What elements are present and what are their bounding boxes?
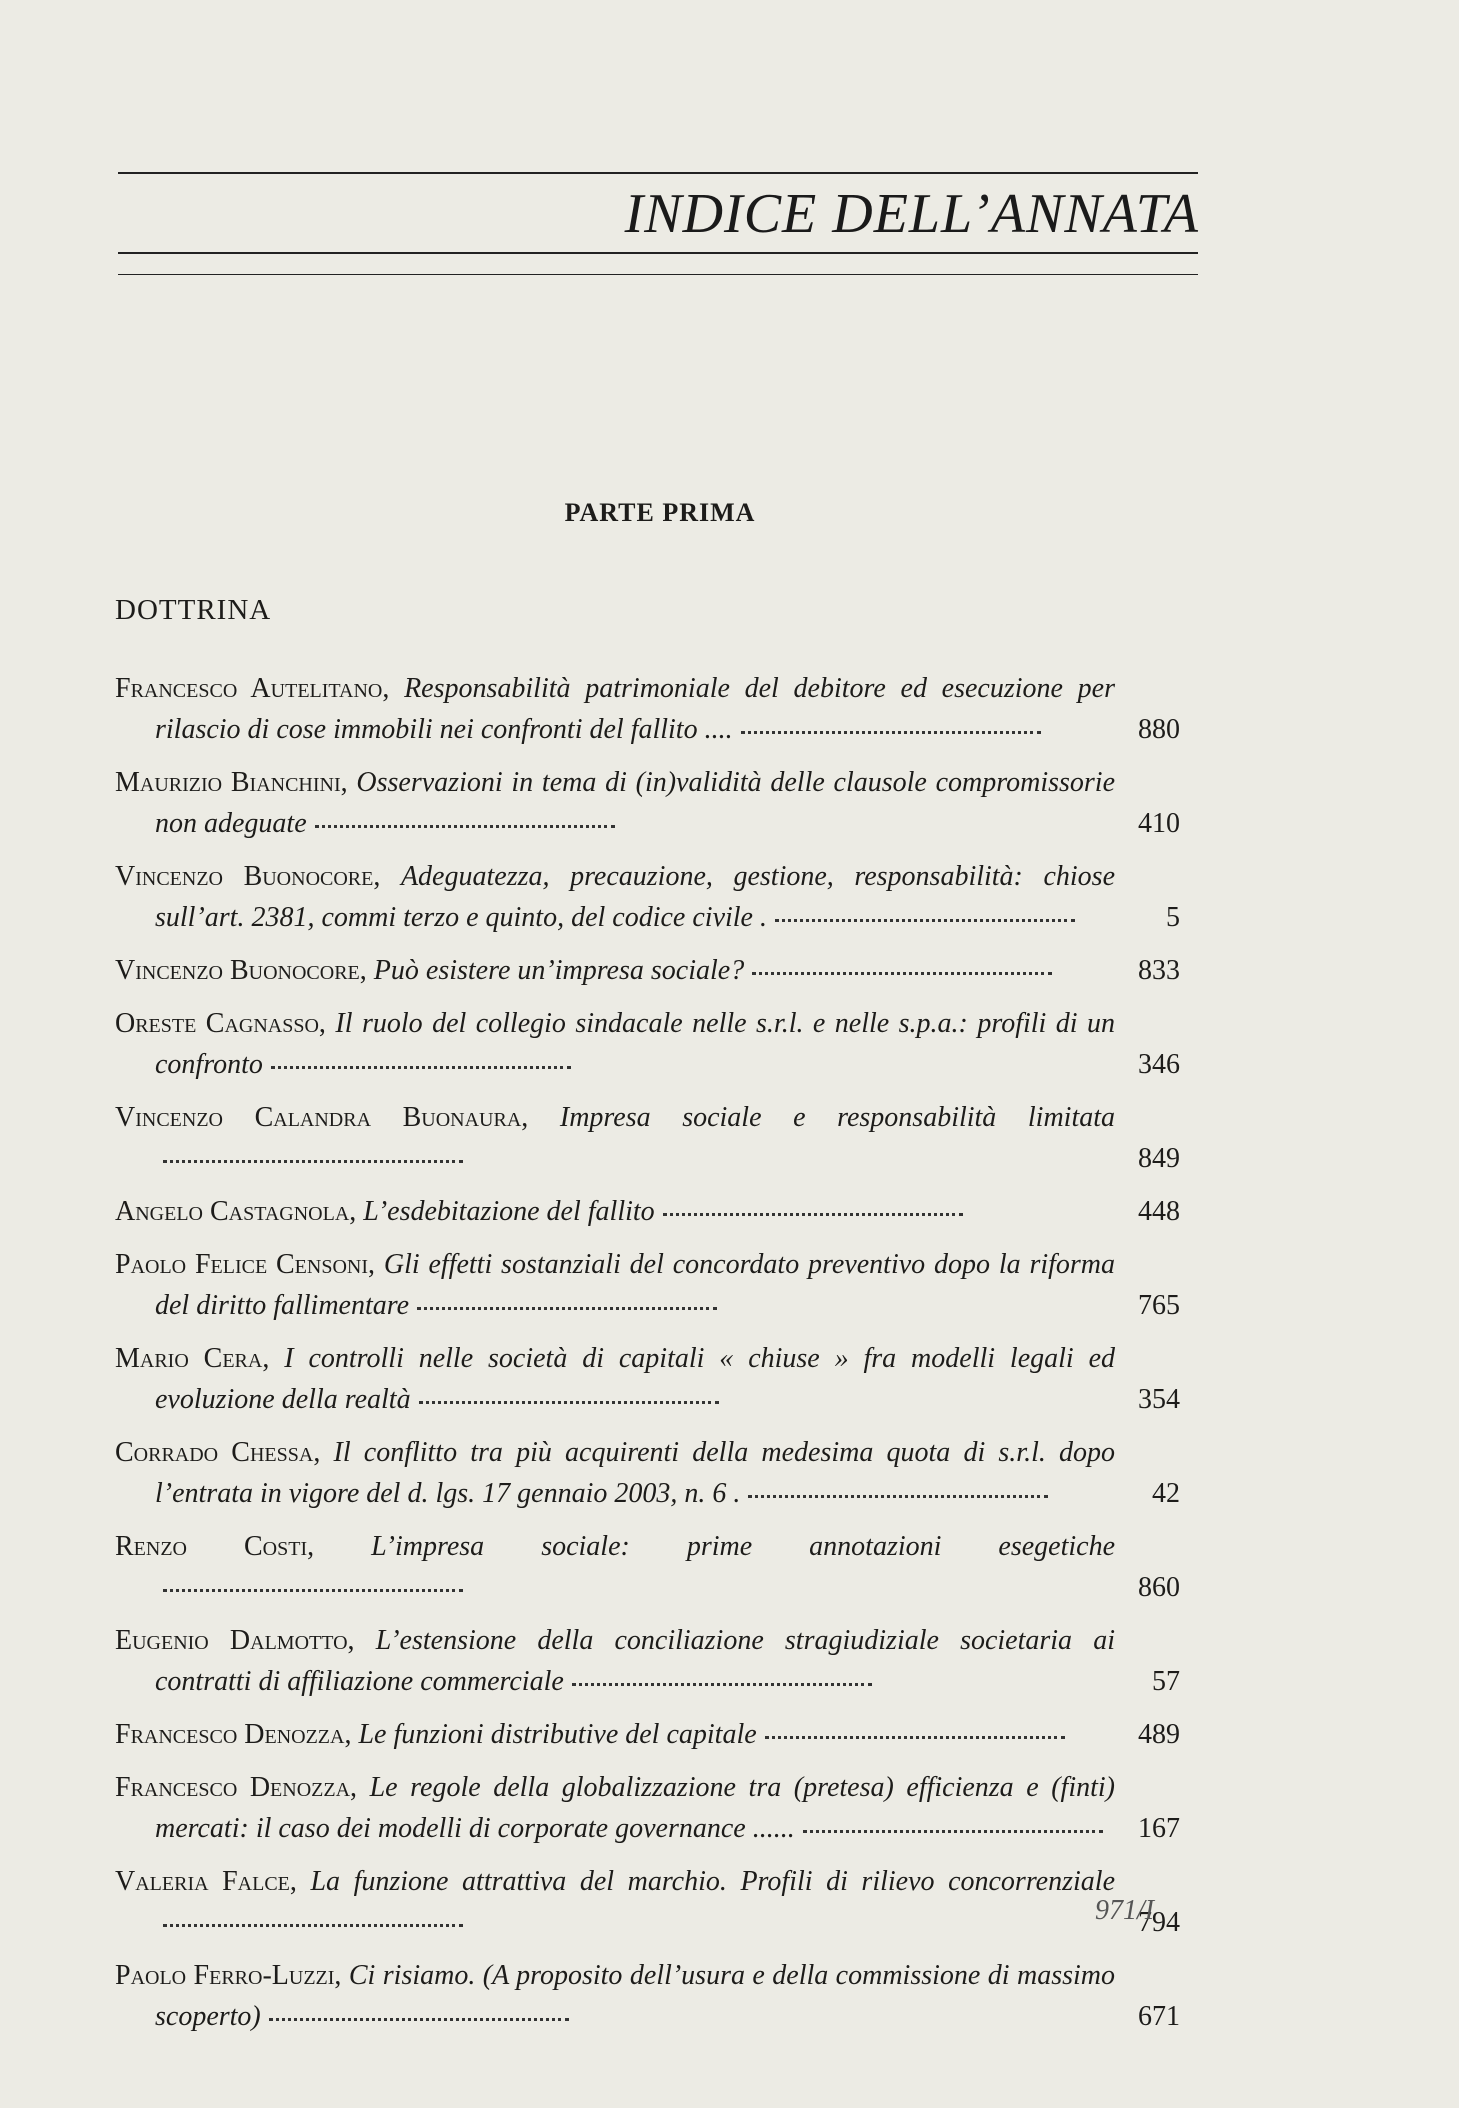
dot-leader	[163, 1924, 463, 1927]
entry-page-number: 5	[1166, 902, 1180, 933]
index-entry	[115, 762, 1180, 844]
entry-text	[115, 1620, 1115, 1702]
index-entry	[115, 668, 1180, 750]
index-entry	[115, 1097, 1180, 1179]
dot-leader	[752, 972, 1052, 975]
entry-title: L’impresa sociale: prime annotazioni esegetiche	[371, 1531, 1115, 1562]
part-heading: PARTE PRIMA	[564, 498, 756, 527]
entry-text	[115, 1244, 1115, 1326]
entry-text	[115, 1526, 1115, 1608]
index-entry	[115, 1714, 1180, 1755]
section-heading: DOTTRINA	[115, 594, 272, 626]
entry-text	[115, 1861, 1115, 1943]
entry-title: Può esistere un’impresa sociale?	[373, 955, 745, 986]
index-entry	[115, 1861, 1180, 1943]
entry-author: Paolo Ferro-Luzzi,	[115, 1960, 342, 1991]
entry-title: Gli effetti sostanziali del concordato preventivo dopo la riforma del diritto fallimentare	[155, 1249, 1116, 1321]
entry-page-number: 765	[1138, 1290, 1180, 1321]
entry-page-number: 167	[1138, 1813, 1180, 1844]
index-entry	[115, 1003, 1180, 1085]
entry-text	[115, 950, 1115, 991]
entry-page-number: 57	[1152, 1666, 1180, 1697]
entry-title: I controlli nelle società di capitali « chiuse » fra modelli legali ed evoluzione della realtà	[155, 1343, 1115, 1415]
index-entry	[115, 1432, 1180, 1514]
entry-author: Vincenzo Buonocore,	[115, 955, 367, 986]
entry-author: Valeria Falce,	[115, 1866, 297, 1897]
entry-text	[115, 1191, 1115, 1232]
entry-title: La funzione attrattiva del marchio. Profili di rilievo concorrenziale	[310, 1866, 1115, 1897]
entry-author: Mario Cera,	[115, 1343, 270, 1374]
entry-page-number: 880	[1138, 714, 1180, 745]
entry-title: Le funzioni distributive del capitale	[358, 1719, 757, 1750]
index-entry	[115, 1767, 1180, 1849]
entry-text	[115, 668, 1115, 750]
dot-leader	[748, 1495, 1048, 1498]
entry-author: Francesco Denozza,	[115, 1772, 358, 1803]
header-rule-bottom	[118, 274, 1198, 275]
entry-page-number: 448	[1138, 1196, 1180, 1227]
dot-leader	[803, 1830, 1103, 1833]
entry-page-number: 346	[1138, 1049, 1180, 1080]
index-entry	[115, 1338, 1180, 1420]
entry-page-number: 489	[1138, 1719, 1180, 1750]
entry-page-number: 794	[1138, 1907, 1180, 1938]
entry-page-number: 833	[1138, 955, 1180, 986]
entry-author: Oreste Cagnasso,	[115, 1008, 326, 1039]
dot-leader	[417, 1307, 717, 1310]
entry-text	[115, 1714, 1115, 1755]
entry-author: Corrado Chessa,	[115, 1437, 321, 1468]
entry-author: Angelo Castagnola,	[115, 1196, 357, 1227]
entry-author: Maurizio Bianchini,	[115, 767, 348, 798]
entry-title: Le regole della globalizzazione tra (pretesa) efficienza e (finti) mercati: il caso dei modelli di corporate governance ......	[155, 1772, 1115, 1844]
entry-author: Francesco Autelitano,	[115, 673, 390, 704]
index-entry	[115, 950, 1180, 991]
entry-text	[115, 1955, 1115, 2037]
dot-leader	[419, 1401, 719, 1404]
entry-page-number: 42	[1152, 1478, 1180, 1509]
dot-leader	[271, 1066, 571, 1069]
entry-author: Francesco Denozza,	[115, 1719, 352, 1750]
entry-text	[115, 1432, 1115, 1514]
index-entries	[115, 668, 1180, 2049]
entry-page-number: 849	[1138, 1143, 1180, 1174]
dot-leader	[163, 1589, 463, 1592]
entry-title: Il ruolo del collegio sindacale nelle s.r.l. e nelle s.p.a.: profili di un confronto	[155, 1008, 1115, 1080]
dot-leader	[663, 1213, 963, 1216]
entry-page-number: 671	[1138, 2001, 1180, 2032]
entry-author: Paolo Felice Censoni,	[115, 1249, 376, 1280]
index-entry	[115, 1244, 1180, 1326]
entry-author: Vincenzo Buonocore,	[115, 861, 381, 892]
entry-title: L’esdebitazione del fallito	[363, 1196, 655, 1227]
entry-title: Adeguatezza, precauzione, gestione, responsabilità: chiose sull’art. 2381, commi terzo e quinto, del codice civile .	[155, 861, 1115, 933]
entry-title: Osservazioni in tema di (in)validità delle clausole compromissorie non adeguate	[155, 767, 1116, 839]
entry-title: Impresa sociale e responsabilità limitata	[559, 1102, 1116, 1133]
dot-leader	[163, 1160, 463, 1163]
entry-author: Vincenzo Calandra Buonaura,	[115, 1102, 529, 1133]
index-entry	[115, 1955, 1180, 2037]
entry-page-number: 410	[1138, 808, 1180, 839]
dot-leader	[572, 1683, 872, 1686]
dot-leader	[775, 919, 1075, 922]
entry-author: Renzo Costi,	[115, 1531, 315, 1562]
header-rule-top	[118, 172, 1198, 174]
entry-title: L’estensione della conciliazione stragiudiziale societaria ai contratti di affiliazione commerciale	[155, 1625, 1115, 1697]
index-entry	[115, 1526, 1180, 1608]
header-rule-middle	[118, 252, 1198, 254]
entry-page-number: 354	[1138, 1384, 1180, 1415]
entry-text	[115, 1097, 1115, 1179]
entry-title: Il conflitto tra più acquirenti della medesima quota di s.r.l. dopo l’entrata in vigore del d. lgs. 17 gennaio 2003, n. 6 .	[155, 1437, 1116, 1509]
entry-title: Ci risiamo. (A proposito dell’usura e della commissione di massimo scoperto)	[155, 1960, 1115, 2032]
index-entry	[115, 1191, 1180, 1232]
entry-text	[115, 856, 1115, 938]
index-entry	[115, 1620, 1180, 1702]
entry-text	[115, 762, 1115, 844]
page-folio: 971/I	[1095, 1895, 1155, 1926]
entry-page-number: 860	[1138, 1572, 1180, 1603]
dot-leader	[269, 2018, 569, 2021]
entry-text	[115, 1338, 1115, 1420]
dot-leader	[765, 1736, 1065, 1739]
index-entry	[115, 856, 1180, 938]
dot-leader	[315, 825, 615, 828]
entry-text	[115, 1003, 1115, 1085]
dot-leader	[741, 731, 1041, 734]
entry-author: Eugenio Dalmotto,	[115, 1625, 355, 1656]
page-title: INDICE DELL’ANNATA	[624, 183, 1199, 245]
entry-title: Responsabilità patrimoniale del debitore ed esecuzione per rilascio di cose immobili nei confronti del fallito ....	[155, 673, 1115, 745]
entry-text	[115, 1767, 1115, 1849]
